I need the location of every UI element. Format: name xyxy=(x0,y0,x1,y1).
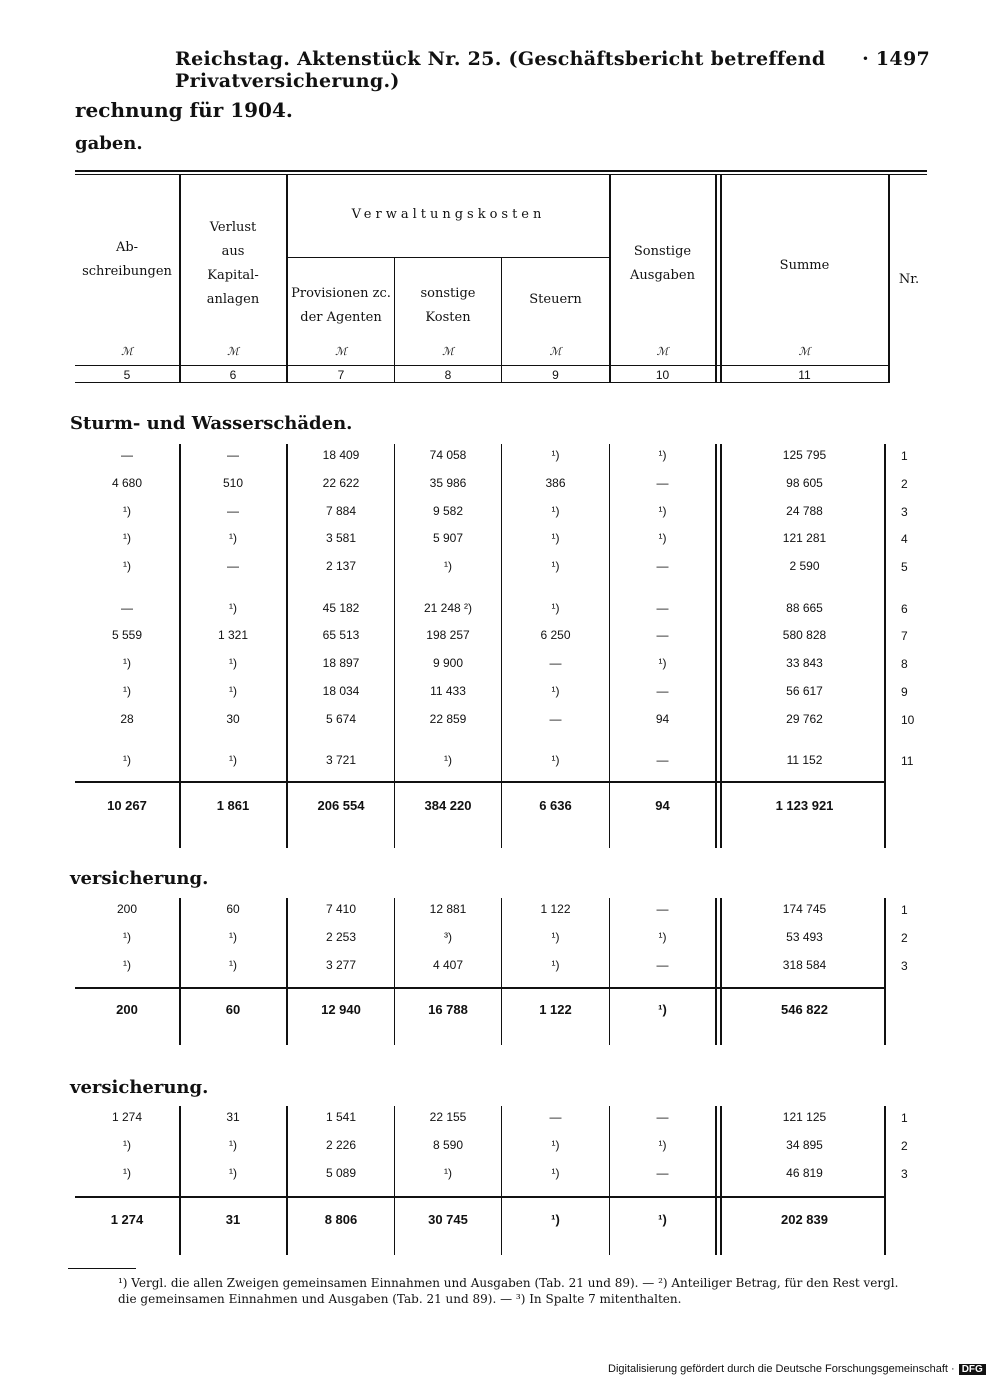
cell-abschreibungen: ¹) xyxy=(123,684,131,698)
section-title: versicherung. xyxy=(70,868,209,889)
cell-sonstige-kosten: 21 248 ²) xyxy=(423,601,473,615)
cell-provisionen: 3 721 xyxy=(325,753,357,767)
cell-provisionen: 5 089 xyxy=(325,1166,357,1180)
column-number: 9 xyxy=(552,368,559,382)
column-number: 6 xyxy=(229,368,237,382)
total-sonstige-ausgaben: ¹) xyxy=(658,1212,667,1227)
running-title: Reichstag. Aktenstück Nr. 25. (Geschäftsbericht betreffend Privatversicherung.) xyxy=(175,48,826,92)
total-verlust: 60 xyxy=(225,1002,241,1017)
row-number: 7 xyxy=(901,629,908,643)
cell-verlust: — xyxy=(227,504,239,518)
cell-provisionen: 1 541 xyxy=(325,1110,357,1124)
total-sonstige-ausgaben: ¹) xyxy=(658,1002,667,1017)
cell-steuern: — xyxy=(549,712,562,726)
cell-sonstige-kosten: ¹) xyxy=(444,559,452,573)
cell-verlust: ¹) xyxy=(229,1166,237,1180)
cell-sonstige-kosten: 198 257 xyxy=(426,628,470,642)
cell-sonstige-kosten: ¹) xyxy=(444,1166,452,1180)
cell-abschreibungen: 5 559 xyxy=(111,628,143,642)
cell-summe: 2 590 xyxy=(789,559,820,573)
cell-steuern: — xyxy=(549,1110,562,1124)
cell-sonstige-ausgaben: 94 xyxy=(655,712,670,726)
cell-verlust: ¹) xyxy=(229,684,237,698)
cell-sonstige-ausgaben: — xyxy=(656,1166,669,1180)
cell-sonstige-ausgaben: ¹) xyxy=(658,504,667,518)
dfg-credit-text: Digitalisierung gefördert durch die Deutsche Forschungsgemeinschaft · xyxy=(608,1363,955,1375)
cell-summe: 174 745 xyxy=(782,902,827,916)
cell-sonstige-ausgaben: — xyxy=(656,628,669,642)
cell-provisionen: 18 034 xyxy=(322,684,360,698)
cell-steuern: ¹) xyxy=(551,448,560,462)
unit-mark: ℳ xyxy=(656,345,669,358)
row-number: 3 xyxy=(901,1167,908,1181)
cell-verlust: ¹) xyxy=(229,531,237,545)
cell-summe: 34 895 xyxy=(786,1138,823,1152)
cell-summe: 56 617 xyxy=(786,684,823,698)
cell-abschreibungen: ¹) xyxy=(123,1138,131,1152)
cell-sonstige-ausgaben: ¹) xyxy=(658,930,667,944)
cell-abschreibungen: 4 680 xyxy=(111,476,143,490)
total-summe: 546 822 xyxy=(781,1002,828,1017)
cell-abschreibungen: — xyxy=(121,448,133,462)
unit-mark: ℳ xyxy=(798,345,811,358)
cell-summe: 121 281 xyxy=(782,531,827,545)
cell-sonstige-kosten: 9 582 xyxy=(432,504,464,518)
col-abschreibungen: Ab- schreibungen xyxy=(82,240,172,279)
cell-provisionen: 3 277 xyxy=(325,958,357,972)
column-number: 8 xyxy=(444,368,452,382)
total-provisionen: 12 940 xyxy=(321,1002,361,1017)
row-number: 2 xyxy=(901,1139,908,1153)
cell-steuern: ¹) xyxy=(551,930,560,944)
col-sonstige-ausgaben: Sonstige Ausgaben xyxy=(630,244,695,283)
row-number: 5 xyxy=(901,560,908,574)
unit-mark: ℳ xyxy=(121,345,133,358)
unit-mark: ℳ xyxy=(549,345,562,358)
total-provisionen: 8 806 xyxy=(324,1212,358,1227)
cell-provisionen: 22 622 xyxy=(322,476,360,490)
cell-provisionen: 45 182 xyxy=(322,601,360,615)
cell-summe: 11 152 xyxy=(786,753,823,767)
total-summe: 202 839 xyxy=(781,1212,828,1227)
cell-verlust: — xyxy=(227,559,239,573)
cell-provisionen: 5 674 xyxy=(325,712,357,726)
total-sonstige-kosten: 16 788 xyxy=(428,1002,468,1017)
section-title: versicherung. xyxy=(70,1077,209,1098)
unit-mark: ℳ xyxy=(335,345,347,358)
column-number: 11 xyxy=(798,368,811,382)
cell-summe: 46 819 xyxy=(786,1166,823,1180)
cell-abschreibungen: ¹) xyxy=(123,930,131,944)
cell-steuern: ¹) xyxy=(551,684,560,698)
cell-abschreibungen: ¹) xyxy=(123,1166,131,1180)
total-steuern: 1 122 xyxy=(539,1002,572,1017)
total-steuern: 6 636 xyxy=(539,798,572,813)
cell-verlust: 30 xyxy=(226,712,240,726)
cell-steuern: ¹) xyxy=(551,1138,560,1152)
row-number: 1 xyxy=(901,1111,908,1125)
cell-sonstige-ausgaben: ¹) xyxy=(658,1138,667,1152)
total-sonstige-kosten: 30 745 xyxy=(428,1212,468,1227)
cell-abschreibungen: — xyxy=(121,601,133,615)
total-sonstige-kosten: 384 220 xyxy=(424,798,472,813)
col-verlust: Verlust aus Kapital- anlagen xyxy=(206,220,260,307)
cell-sonstige-ausgaben: ¹) xyxy=(658,448,667,462)
cell-steuern: ¹) xyxy=(551,601,560,615)
row-number: 1 xyxy=(901,903,908,917)
cell-summe: 24 788 xyxy=(786,504,823,518)
cell-sonstige-kosten: 74 058 xyxy=(429,448,467,462)
total-verlust: 1 861 xyxy=(216,798,250,813)
col-provisionen: Provisionen zc. der Agenten xyxy=(291,286,391,325)
cell-abschreibungen: ¹) xyxy=(123,753,131,767)
column-number: 5 xyxy=(123,368,131,382)
total-abschreibungen: 1 274 xyxy=(110,1212,144,1227)
row-number: 3 xyxy=(901,505,908,519)
cell-steuern: — xyxy=(549,656,562,670)
row-number: 4 xyxy=(901,532,908,546)
cell-sonstige-kosten: 11 433 xyxy=(430,684,466,698)
cell-provisionen: 3 581 xyxy=(325,531,357,545)
dfg-credit xyxy=(608,1363,986,1375)
cell-steuern: ¹) xyxy=(551,1166,560,1180)
col-steuern: Steuern xyxy=(529,292,582,307)
total-summe: 1 123 921 xyxy=(775,798,834,813)
row-number: 1 xyxy=(901,449,908,463)
cell-verlust: ¹) xyxy=(229,930,237,944)
cell-verlust: ¹) xyxy=(229,656,237,670)
cell-verlust: 31 xyxy=(226,1110,240,1124)
cell-sonstige-ausgaben: — xyxy=(656,476,669,490)
cell-abschreibungen: ¹) xyxy=(123,504,131,518)
unit-mark: ℳ xyxy=(442,345,454,358)
row-number: 6 xyxy=(901,602,908,616)
cell-provisionen: 65 513 xyxy=(322,628,360,642)
cell-verlust: 510 xyxy=(222,476,244,490)
cell-sonstige-ausgaben: — xyxy=(656,684,669,698)
row-number: 2 xyxy=(901,477,908,491)
total-verlust: 31 xyxy=(225,1212,241,1227)
row-number: 10 xyxy=(901,713,915,727)
cell-provisionen: 18 409 xyxy=(322,448,360,462)
row-number: 9 xyxy=(901,685,908,699)
cell-summe: 121 125 xyxy=(782,1110,827,1124)
cell-verlust: ¹) xyxy=(229,958,237,972)
cell-provisionen: 2 137 xyxy=(325,559,357,573)
col-nr: Nr. xyxy=(898,272,920,287)
cell-sonstige-ausgaben: — xyxy=(656,559,669,573)
cell-abschreibungen: ¹) xyxy=(123,656,131,670)
cell-sonstige-kosten: 4 407 xyxy=(432,958,464,972)
cell-steuern: ¹) xyxy=(551,958,560,972)
row-number: 3 xyxy=(901,959,908,973)
cell-steuern: ¹) xyxy=(551,531,560,545)
running-header xyxy=(175,48,930,92)
footnote: ¹) Vergl. die allen Zweigen gemeinsamen Einnahmen und Ausgaben (Tab. 21 und 89). — ²) Anteiliger Betrag, für den Rest vergl. die gemeinsamen Einnahmen und Ausgaben (Tab. 21 und 89). — ³) In Spalte 7 mitenthalten. xyxy=(118,1276,899,1306)
page-number: · 1497 xyxy=(862,48,930,70)
col-summe: Summe xyxy=(779,258,830,273)
cell-provisionen: 18 897 xyxy=(322,656,360,670)
cell-summe: 125 795 xyxy=(782,448,827,462)
cell-sonstige-ausgaben: ¹) xyxy=(658,531,667,545)
cell-provisionen: 7 884 xyxy=(325,504,357,518)
cell-steuern: ¹) xyxy=(551,504,560,518)
unit-mark: ℳ xyxy=(227,345,239,358)
cell-summe: 98 605 xyxy=(786,476,823,490)
col-group-verwaltungskosten: Verwaltungskosten xyxy=(351,207,546,222)
cell-sonstige-ausgaben: — xyxy=(656,958,669,972)
row-number: 2 xyxy=(901,931,908,945)
cell-sonstige-kosten: 12 881 xyxy=(429,902,467,916)
cell-verlust: — xyxy=(227,448,239,462)
col-sonstige-kosten: sonstige Kosten xyxy=(420,286,476,325)
dfg-logo-icon: DFG xyxy=(959,1364,986,1375)
column-number: 7 xyxy=(337,368,345,382)
cell-provisionen: 7 410 xyxy=(325,902,357,916)
cell-sonstige-ausgaben: — xyxy=(656,1110,669,1124)
page-title: rechnung für 1904. xyxy=(75,98,293,122)
cell-sonstige-kosten: 9 900 xyxy=(432,656,464,670)
cell-abschreibungen: ¹) xyxy=(123,559,131,573)
cell-steuern: 386 xyxy=(545,476,566,490)
cell-summe: 318 584 xyxy=(782,958,827,972)
section-title: Sturm- und Wasserschäden. xyxy=(70,413,353,434)
total-abschreibungen: 200 xyxy=(116,1002,138,1017)
cell-summe: 33 843 xyxy=(786,656,823,670)
row-number: 11 xyxy=(901,754,914,768)
cell-sonstige-kosten: 22 859 xyxy=(429,712,467,726)
row-number: 8 xyxy=(901,657,908,671)
cell-sonstige-ausgaben: — xyxy=(656,902,669,916)
cell-summe: 53 493 xyxy=(786,930,823,944)
total-abschreibungen: 10 267 xyxy=(107,798,147,813)
cell-summe: 580 828 xyxy=(782,628,827,642)
cell-sonstige-kosten: 22 155 xyxy=(429,1110,467,1124)
cell-abschreibungen: 28 xyxy=(120,712,134,726)
cell-sonstige-kosten: ¹) xyxy=(444,753,452,767)
cell-verlust: 1 321 xyxy=(217,628,249,642)
cell-steuern: ¹) xyxy=(551,753,560,767)
cell-steuern: 6 250 xyxy=(540,628,571,642)
cell-summe: 29 762 xyxy=(786,712,823,726)
cell-abschreibungen: ¹) xyxy=(123,958,131,972)
cell-sonstige-kosten: ³) xyxy=(444,930,452,944)
cell-provisionen: 2 226 xyxy=(325,1138,357,1152)
column-number: 10 xyxy=(655,368,670,382)
cell-abschreibungen: 1 274 xyxy=(111,1110,143,1124)
cell-sonstige-ausgaben: — xyxy=(656,753,669,767)
cell-sonstige-kosten: 5 907 xyxy=(432,531,464,545)
cell-steuern: ¹) xyxy=(551,559,560,573)
cell-sonstige-ausgaben: ¹) xyxy=(658,656,667,670)
cell-verlust: 60 xyxy=(226,902,240,916)
cell-provisionen: 2 253 xyxy=(325,930,357,944)
cell-verlust: ¹) xyxy=(229,601,237,615)
total-sonstige-ausgaben: 94 xyxy=(655,798,670,813)
cell-abschreibungen: ¹) xyxy=(123,531,131,545)
cell-sonstige-ausgaben: — xyxy=(656,601,669,615)
cell-abschreibungen: 200 xyxy=(116,902,138,916)
cell-verlust: ¹) xyxy=(229,1138,237,1152)
cell-sonstige-kosten: 35 986 xyxy=(429,476,467,490)
cell-verlust: ¹) xyxy=(229,753,237,767)
total-provisionen: 206 554 xyxy=(317,798,365,813)
total-steuern: ¹) xyxy=(551,1212,560,1227)
page-subtitle: gaben. xyxy=(75,133,143,154)
cell-steuern: 1 122 xyxy=(540,902,571,916)
cell-sonstige-kosten: 8 590 xyxy=(432,1138,464,1152)
cell-summe: 88 665 xyxy=(786,601,823,615)
